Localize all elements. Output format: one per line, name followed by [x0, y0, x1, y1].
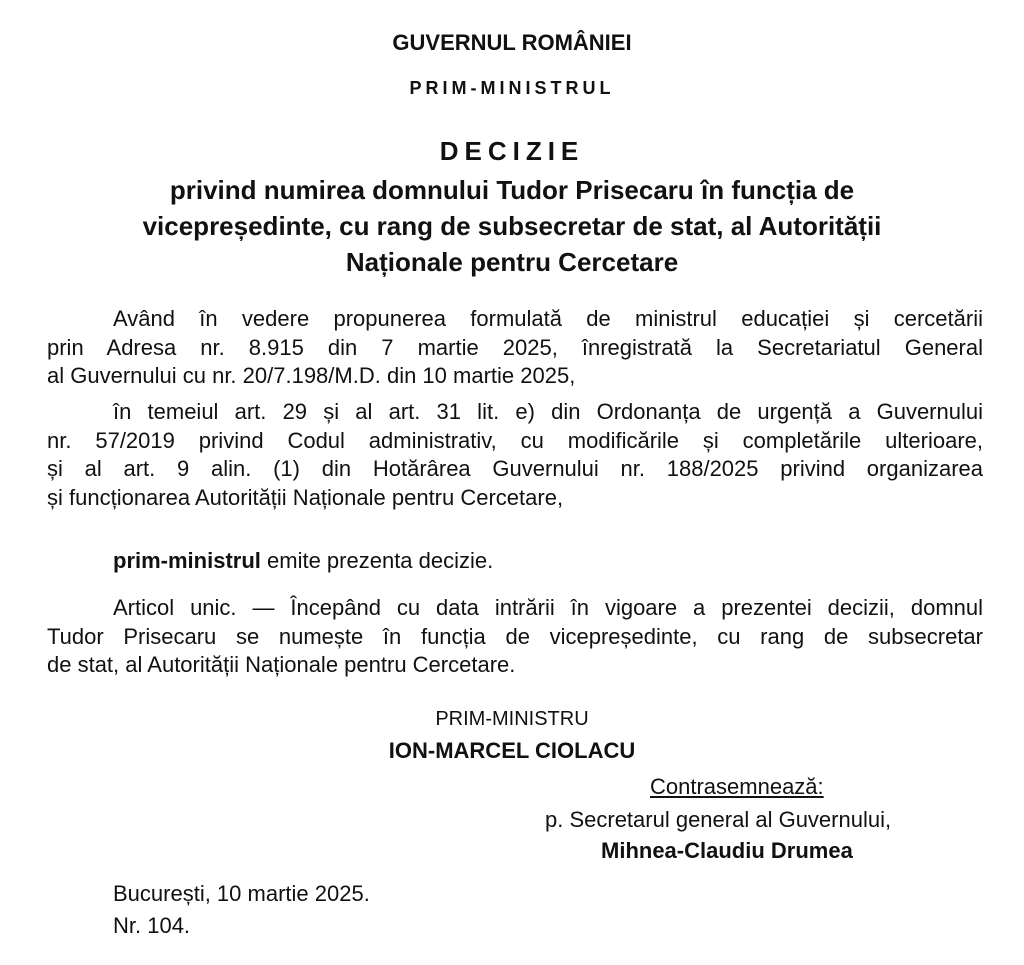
signatory-name: ION-MARCEL CIOLACU	[388, 738, 636, 763]
paragraph-line: prin Adresa nr. 8.915 din 7 martie 2025, înregistrată la Secretariatul General	[47, 334, 983, 360]
paragraph-line: Tudor Prisecaru se numește în funcția de vicepreședinte, cu rang de subsecretar	[47, 623, 983, 649]
paragraph-line: nr. 57/2019 privind Codul administrativ, cu modificările și completările ulterioare,	[47, 427, 983, 453]
signatory-title: PRIM-MINISTRU	[435, 708, 589, 730]
document-subject	[0, 172, 1024, 280]
preamble-paragraph-2	[47, 398, 983, 512]
subject-line: Naționale pentru Cercetare	[345, 247, 679, 277]
emits-bold-text: prim-ministrul	[113, 548, 261, 573]
article-paragraph	[47, 594, 983, 680]
preamble-paragraph-1	[47, 305, 983, 391]
emits-paragraph	[47, 547, 983, 576]
subject-line: privind numirea domnului Tudor Prisecaru în funcția de	[169, 175, 855, 205]
office-heading: PRIM-MINISTRUL	[409, 78, 615, 98]
paragraph-line	[47, 547, 983, 576]
paragraph-line: și funcționarea Autorității Naționale pentru Cercetare,	[47, 484, 564, 510]
paragraph-line: și al art. 9 alin. (1) din Hotărârea Guvernului nr. 188/2025 privind organizarea	[47, 456, 983, 481]
countersign-name: Mihnea-Claudiu Drumea	[601, 838, 853, 863]
paragraph-line: în temeiul art. 29 și al art. 31 lit. e) din Ordonanța de urgență a Guvernului	[113, 399, 983, 424]
paragraph-line: Articol unic. — Începând cu data intrării în vigoare a prezentei decizii, domnul	[113, 595, 983, 620]
paragraph-line: Având în vedere propunerea formulată de ministrul educației și cercetării	[113, 306, 983, 331]
document-type-title: DECIZIE	[439, 136, 585, 166]
emits-text: emite prezenta decizie.	[260, 548, 494, 573]
paragraph-line: al Guvernului cu nr. 20/7.198/M.D. din 10 martie 2025,	[47, 363, 576, 388]
countersign-label: Contrasemnează:	[650, 774, 824, 799]
countersign-role: p. Secretarul general al Guvernului,	[545, 807, 892, 832]
document-number: Nr. 104.	[113, 913, 191, 938]
place-date: București, 10 martie 2025.	[113, 881, 370, 906]
paragraph-line: de stat, al Autorității Naționale pentru Cercetare.	[47, 652, 516, 677]
government-heading: GUVERNUL ROMÂNIEI	[392, 30, 632, 55]
subject-line: vicepreședinte, cu rang de subsecretar de stat, al Autorității	[142, 211, 882, 241]
